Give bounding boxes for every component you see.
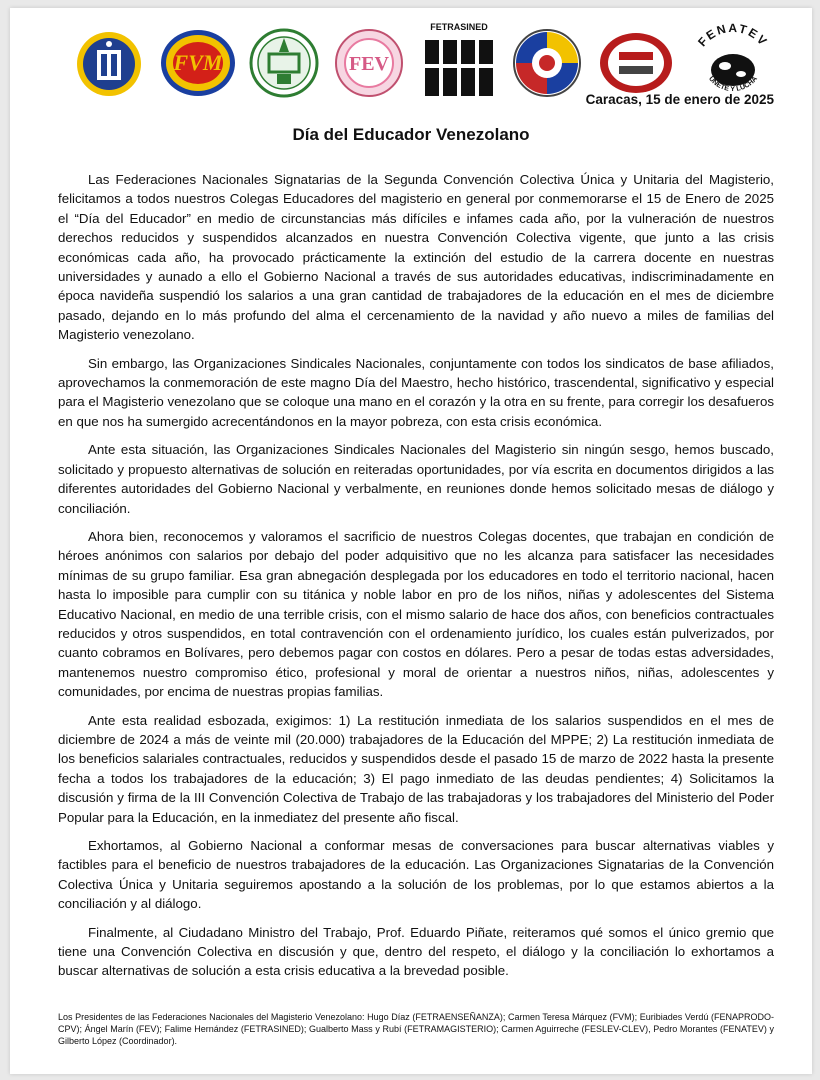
document-title: Día del Educador Venezolano: [292, 125, 530, 144]
fenatev-logo-subtext: UNETE Y LUCHA: [707, 75, 759, 94]
paragraph-3: Ante esta situación, las Organizaciones Sindicales Nacionales del Magisterio sin ningún sesgo, hemos buscado, solicitado y propuesto alternativas de solución en reiteradas oportunidades, por vía escrita en documentos dirigidos a las diferentes autoridades del Gobierno Nacional y verbalmente, en reuniones donde hemos solicitado mesas de diálogo y conciliación.: [58, 442, 774, 516]
federation-logos-bar: [65, 22, 785, 100]
paragraph-2: Sin embargo, las Organizaciones Sindicales Nacionales, conjuntamente con todos los sindicatos de base afiliados, aprovechamos la conmemoración de este magno Día del Maestro, hecho histórico, trascendental, significativo y especial para el Magisterio venezolano que se coloque una mano en el corazón y la otra en su frente, para corregir los desafueros en que nos ha sumergido acrecentándonos en la mayor pobreza, con esta crisis económica.: [58, 355, 774, 429]
fenatev-logo: [683, 22, 783, 100]
paragraph-1: Las Federaciones Nacionales Signatarias de la Segunda Convención Colectiva Única y Unitaria del Magisterio, felicitamos a todos nuestros Colegas Educadores del magisterio en general por conmemorarse el 15 de Enero de 2025 el “Día del Educador” en medio de circunstancias más difíciles e infames cada año, por la vulneración de nuestros derechos reducidos y suspendidos alcanzados en nuestra Convención Colectiva vigente, que junto a las crisis económicas cada año, ha provocado prácticamente la extinción del estudio de la carrera docente en nuestras universidades y aunado a ello el Gobierno Nacional a través de sus autoridades educativas, indiscriminadamente en época navideña suspendió los salarios a una gran cantidad de trabajadores de la educación en el mes de diciembre pasado, dejando en lo más profundo del alma el cercenamiento de la navidad y año nuevo a miles de familias del Magisterio venezolano.: [58, 172, 774, 343]
fvm-logo-text: FVM: [173, 50, 223, 75]
feslev-logo: [597, 30, 675, 96]
fetraensenanza-logo: [75, 30, 143, 98]
fvm-logo: [159, 28, 237, 98]
fev-logo-text: FEV: [349, 53, 389, 75]
signatories-footnote: Los Presidentes de las Federaciones Nacionales del Magisterio Venezolano: Hugo Díaz (FETRAENSEÑANZA); Carmen Teresa Márquez (FVM); Euribiades Verdú (FENAPRODO-CPV); Ángel Marín (FEV); Falime Hernández (FETRASINED); Gualberto Mass y Rubí (FETRAMAGISTERIO); Carmen Aguirreche (FESLEV-CLEV), Pedro Morantes (FENATEV) y Gilberto López (Coordinador).: [58, 1012, 774, 1046]
fenatev-logo-text: FENATEV: [695, 22, 771, 50]
fetramagisterio-logo: [507, 28, 587, 98]
fenaprodo-logo: [247, 28, 321, 98]
paragraph-6: Exhortamos, al Gobierno Nacional a conformar mesas de conversaciones para buscar alternativas viables y factibles para el beneficio de nuestros trabajadores de la educación. Las Organizaciones Signatarias de la Convención Colectiva Única y Unitaria seguiremos apostando a la solución de los problemas, por lo que estamos abiertos a la conciliación y al diálogo.: [58, 838, 774, 912]
paragraph-7: Finalmente, al Ciudadano Ministro del Trabajo, Prof. Eduardo Piñate, reiteramos qué somos el único gremio que tiene una Convención Colectiva en discusión y que, dentro del respeto, el diálogo y la conciliación lo exhortamos a buscar alternativas de solución a esta crisis educativa a la brevedad posible.: [58, 924, 774, 979]
fetrasined-logo-text: FETRASINED: [430, 22, 488, 32]
paragraph-5: Ante esta realidad esbozada, exigimos: 1) La restitución inmediata de los salarios suspendidos en el mes de diciembre de 2024 a más de veinte mil (20.000) trabajadores de la Educación del MPPE; 2) La restitución inmediata de los beneficios salariales contractuales, reducidos y suspendidos desde el pasado 15 de marzo de 2022 hasta la presente fecha a todos los trabajadores de la educación; 3) El pago inmediato de las deudas pendientes; 4) Solicitamos la discusión y firma de la III Convención Colectiva de Trabajo de las trabajadoras y los trabajadores del Ministerio del Poder Popular para la Educación, en la inmediatez del presente año fiscal.: [58, 712, 774, 825]
fev-logo: [331, 28, 407, 98]
fetrasined-logo: [421, 22, 497, 100]
document-body: [58, 170, 774, 990]
svg-text:FENATEV: [695, 22, 771, 49]
document-date: Caracas, 15 de enero de 2025: [585, 92, 774, 107]
document-page: [10, 8, 812, 1074]
paragraph-4: Ahora bien, reconocemos y valoramos el sacrificio de nuestros Colegas docentes, que trabajan en condición de héroes anónimos con salarios por debajo del poder adquisitivo que no les alcanza para satisfacer las necesidades mínimas de su grupo familiar. Esa gran abnegación desplegada por los educadores en todo el territorio nacional, hacen hasta lo imposible para cumplir con su titánica y noble labor en pro de los niños, niñas y adolescentes del Sistema Educativo Nacional, en medio de una terrible crisis, con el mismo salario de hace dos años, con beneficios contractuales reducidos y otros suspendidos, en total contravención con el ordenamiento jurídico, los cuales están pulverizados, por cuanto cobramos en Bolívares, pero debemos pagar con costos en dólares. Pero a pesar de todas estas adversidades, mantenemos nuestro compromiso ético, profesional y moral de orientar a nuestros niños, niñas, adolescentes y comunidades, por encima de nuestras propias familias.: [58, 528, 774, 700]
